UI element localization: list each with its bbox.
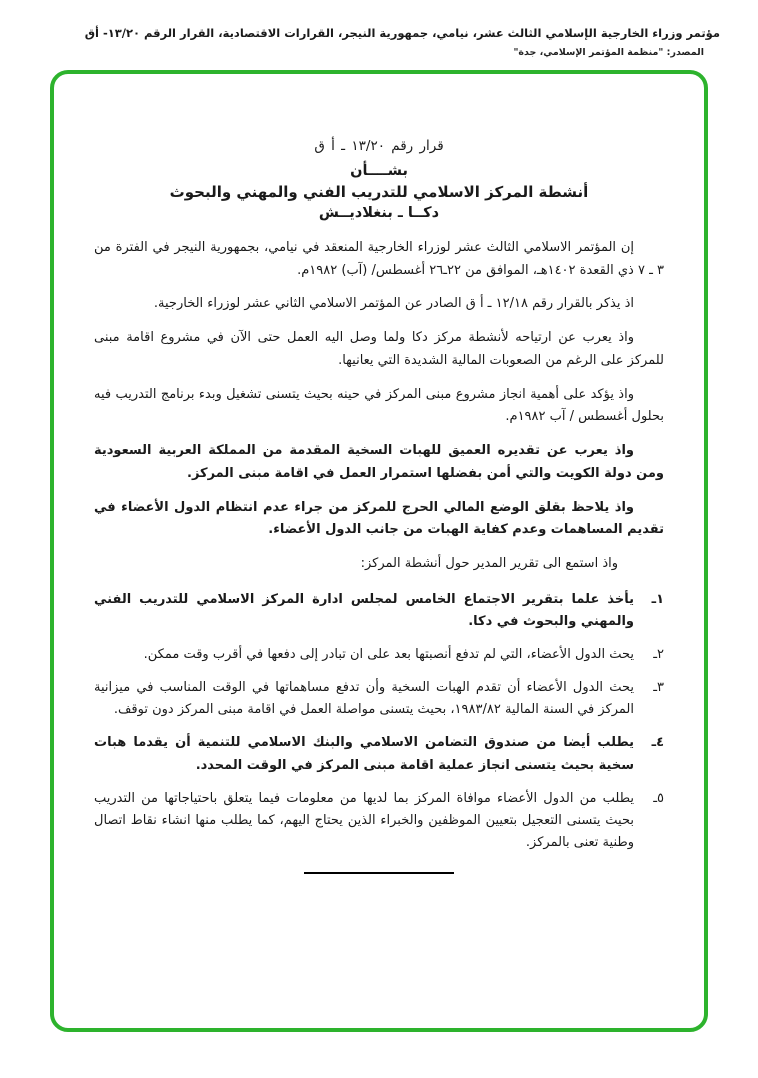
numbered-resolution-items bbox=[94, 589, 664, 854]
document-border-frame bbox=[50, 70, 708, 1032]
resolution-location-title: دكــا ـ بنغلاديــش bbox=[318, 204, 440, 221]
preamble-paragraph bbox=[94, 497, 664, 543]
preamble-paragraph bbox=[94, 553, 664, 576]
item-text: يأخذ علما بتقرير الاجتماع الخامس لمجلس ادارة المركز الاسلامي للتدريب الفني والمهني والبحوث في دكا. bbox=[94, 591, 634, 630]
preamble-paragraphs bbox=[94, 237, 664, 576]
resolution-item bbox=[94, 677, 664, 721]
resolution-item bbox=[94, 732, 664, 776]
preamble-paragraph bbox=[94, 384, 664, 430]
paragraph-text: واذ استمع الى تقرير المدير حول أنشطة المركز: bbox=[360, 556, 618, 572]
preamble-paragraph bbox=[94, 327, 664, 373]
regarding-label: بشــــأن bbox=[350, 162, 408, 179]
item-number: ١ـ bbox=[651, 591, 664, 607]
resolution-item bbox=[94, 589, 664, 633]
item-text: يحث الدول الأعضاء، التي لم تدفع أنصبتها بعد على ان تبادر إلى دفعها في أقرب وقت ممكن. bbox=[143, 647, 634, 663]
item-number: ٤ـ bbox=[651, 735, 664, 751]
resolution-number-title: قرار رقم ١٣/٢٠ ـ أ ق bbox=[314, 137, 444, 154]
item-text: يطلب أيضا من صندوق التضامن الاسلامي والبنك الاسلامي للتنمية أن يقدما هبات سخية بحيث يتسنى انجاز عملية اقامة مبنى المركز في الوقت المحدد. bbox=[94, 735, 634, 773]
source-line: المصدر: "منظمة المؤتمر الإسلامي، جدة" bbox=[513, 46, 704, 58]
preamble-paragraph bbox=[94, 237, 664, 283]
resolution-item bbox=[94, 788, 664, 854]
paragraph-text: إن المؤتمر الاسلامي الثالث عشر لوزراء الخارجية المنعقد في نيامي، بجمهورية النيجر في الفترة من ٣ ـ ٧ ذي القعدة ١٤٠٢هـ، الموافق من ٢٢ـ٢٦ أغسطس/ (آب) ١٩٨٢م. bbox=[94, 239, 664, 278]
preamble-paragraph bbox=[94, 293, 664, 316]
item-text: يحث الدول الأعضاء أن تقدم الهبات السخية وأن تدفع مساهماتها في الوقت المناسب في ميزانية المركز في السنة المالية ١٩٨٣/٨٢، بحيث يتسنى مواصلة العمل في اقامة مبنى المركز دون توقف. bbox=[94, 680, 634, 718]
resolution-item bbox=[94, 644, 664, 666]
paragraph-text: واذ يعرب عن تقديره العميق للهبات السخية المقدمة من المملكة العربية السعودية ومن دولة الكويت والتي أمن بفضلها استمرار العمل في اقامة مبنى المركز. bbox=[94, 443, 664, 481]
document-header-line: مؤتمر وزراء الخارجية الإسلامي الثالث عشر، نيامي، جمهورية النيجر، القرارات الاقتصادية، القرار الرقم ١٣/٢٠- أق bbox=[84, 26, 720, 40]
item-number: ٢ـ bbox=[653, 647, 664, 663]
paragraph-text: اذ يذكر بالقرار رقم ١٢/١٨ ـ أ ق الصادر عن المؤتمر الاسلامي الثاني عشر لوزراء الخارجية. bbox=[153, 296, 634, 312]
end-divider-line bbox=[304, 872, 454, 874]
document-body bbox=[54, 74, 704, 874]
paragraph-text: واذ يؤكد على أهمية انجاز مشروع مبنى المركز في حينه بحيث يتسنى تشغيل وبدء برنامج التدريب فيه بحلول أغسطس / آب ١٩٨٢م. bbox=[94, 386, 664, 425]
item-number: ٥ـ bbox=[653, 790, 664, 806]
item-text: يطلب من الدول الأعضاء موافاة المركز بما لديها من معلومات فيما يتعلق باحتياجاتها من التدريب بحيث يتسنى التعجيل بتعيين الموظفين والخبراء الذين يحتاج اليهم، كما يطلب منها انشاء نقاط اتصال وطنية تعنى بالمركز. bbox=[94, 790, 634, 850]
item-number: ٣ـ bbox=[653, 680, 664, 696]
paragraph-text: واذ يلاحظ بقلق الوضع المالي الحرج للمركز من جراء عدم انتظام الدول الأعضاء في تقديم المساهمات وعدم كفاية الهبات من جانب الدول الأعضاء. bbox=[94, 499, 664, 538]
preamble-paragraph bbox=[94, 440, 664, 486]
paragraph-text: واذ يعرب عن ارتياحه لأنشطة مركز دكا ولما وصل اليه العمل حتى الآن في مشروع اقامة مبنى للمركز على الرغم من الصعوبات المالية الشديدة التي يعانيها. bbox=[94, 330, 664, 368]
resolution-subject-title: أنشطة المركز الاسلامي للتدريب الفني والمهني والبحوث bbox=[169, 182, 589, 201]
